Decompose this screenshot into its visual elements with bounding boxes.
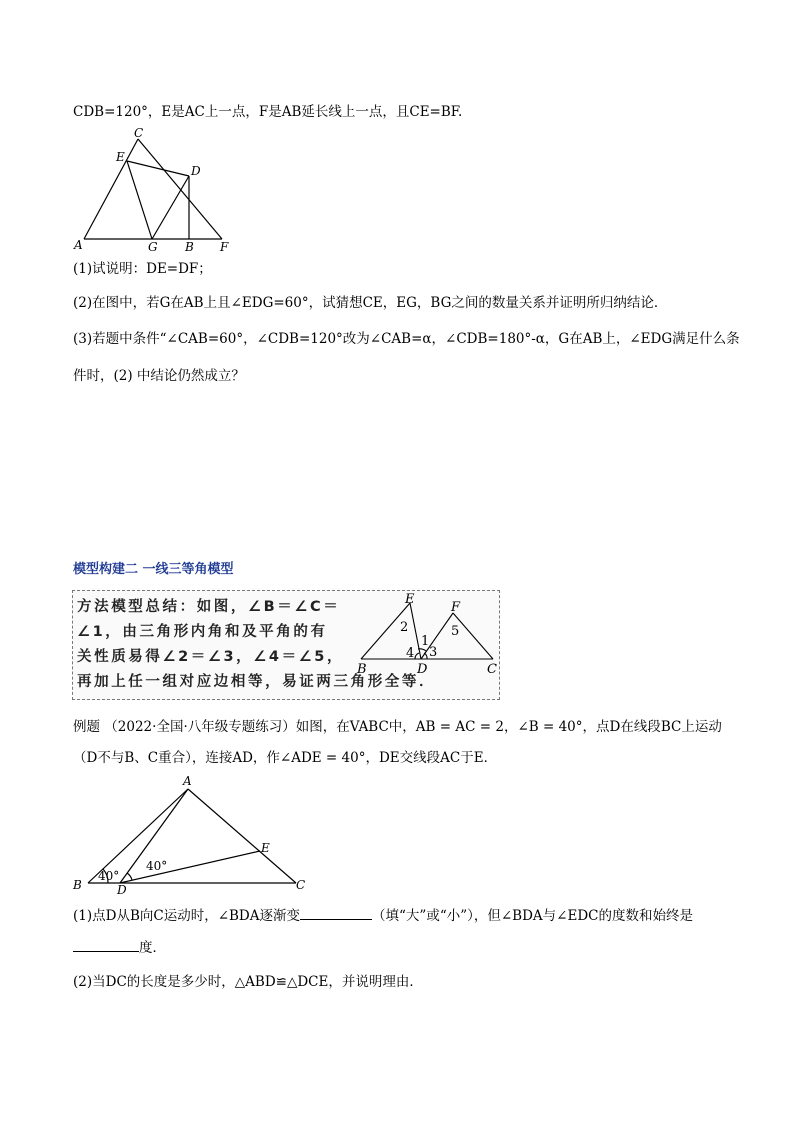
example-question-1-line-2 (73, 939, 166, 957)
method-line-4: 再加上任一组对应边相等，易证两三角形全等． (77, 674, 437, 690)
fig2-label-C: C (296, 878, 306, 892)
box-label-D: D (417, 662, 428, 675)
example-line-1: 例题 （2022·全国·八年级专题练习）如图，在VABC中，AB = AC = 2，∠B = 40°，点D在线段BC上运动 (73, 719, 722, 735)
answer-blank-1[interactable] (300, 907, 372, 920)
eq1-line-2-text: 度． (139, 940, 166, 956)
question-1: (1)试说明：DE=DF； (73, 261, 212, 277)
angle-2: 2 (400, 620, 409, 635)
label-C: C (134, 126, 144, 140)
fig2-angle-B: 40° (98, 869, 120, 883)
method-line-3: 关性质易得∠2＝∠3，∠4＝∠5， (77, 649, 345, 665)
eq1-text-a: (1)点D从B向C运动时，∠BDA逐渐变 (73, 908, 301, 924)
fig2-label-B: B (73, 878, 82, 892)
angle-1: 1 (421, 634, 430, 649)
label-A: A (74, 238, 83, 252)
example-question-2: (2)当DC的长度是多少时，△ABD≌△DCE，并说明理由． (73, 974, 423, 990)
section-title: 模型构建二 一线三等角模型 (73, 562, 234, 577)
question-3-line-1: (3)若题中条件“∠CAB=60°，∠CDB=120°改为∠CAB=α，∠CDB=180°-α，G在AB上，∠EDG满足什么条 (73, 331, 740, 347)
box-label-C: C (487, 662, 497, 675)
figure-three-equal-angles (355, 593, 497, 675)
method-line-2: ∠1，由三角形内角和及平角的有 (77, 624, 328, 640)
example-line-2: （D不与B、C重合），连接AD，作∠ADE = 40°，DE交线段AC于E． (73, 750, 498, 766)
fig2-label-A: A (183, 774, 192, 788)
example-question-1-line-1 (73, 907, 693, 925)
figure-triangle-2 (68, 772, 318, 894)
box-label-B: B (357, 662, 367, 675)
fig2-angle-D: 40° (146, 859, 168, 873)
answer-blank-2[interactable] (73, 939, 139, 952)
angle-4: 4 (406, 646, 415, 661)
label-D: D (191, 164, 201, 178)
box-label-F: F (451, 600, 461, 615)
method-label: 方法模型总结： (77, 599, 197, 615)
box-label-E: E (405, 593, 415, 607)
fig2-label-E: E (261, 841, 270, 855)
problem-condition-line: CDB=120°，E是AC上一点，F是AB延长线上一点，且CE=BF. (73, 104, 463, 120)
label-F: F (220, 240, 229, 254)
method-summary-box (72, 590, 500, 700)
angle-5: 5 (451, 624, 460, 639)
method-summary-text (77, 595, 437, 695)
question-3-line-2: 件时，(2) 中结论仍然成立？ (73, 368, 245, 384)
method-line-1: 如图，∠B＝∠C＝ (196, 599, 341, 615)
label-G: G (148, 240, 158, 254)
eq1-text-b: （填“大”或“小”），但∠BDA与∠EDC的度数和始终是 (372, 908, 693, 924)
label-E: E (116, 150, 125, 164)
label-B: B (185, 240, 194, 254)
angle-3: 3 (429, 645, 438, 660)
question-2: (2)在图中，若G在AB上且∠EDG=60°，试猜想CE，EG，BG之间的数量关系并证明所归纳结论． (73, 295, 668, 311)
fig2-label-D: D (117, 883, 127, 894)
figure-triangle-1 (70, 125, 240, 255)
